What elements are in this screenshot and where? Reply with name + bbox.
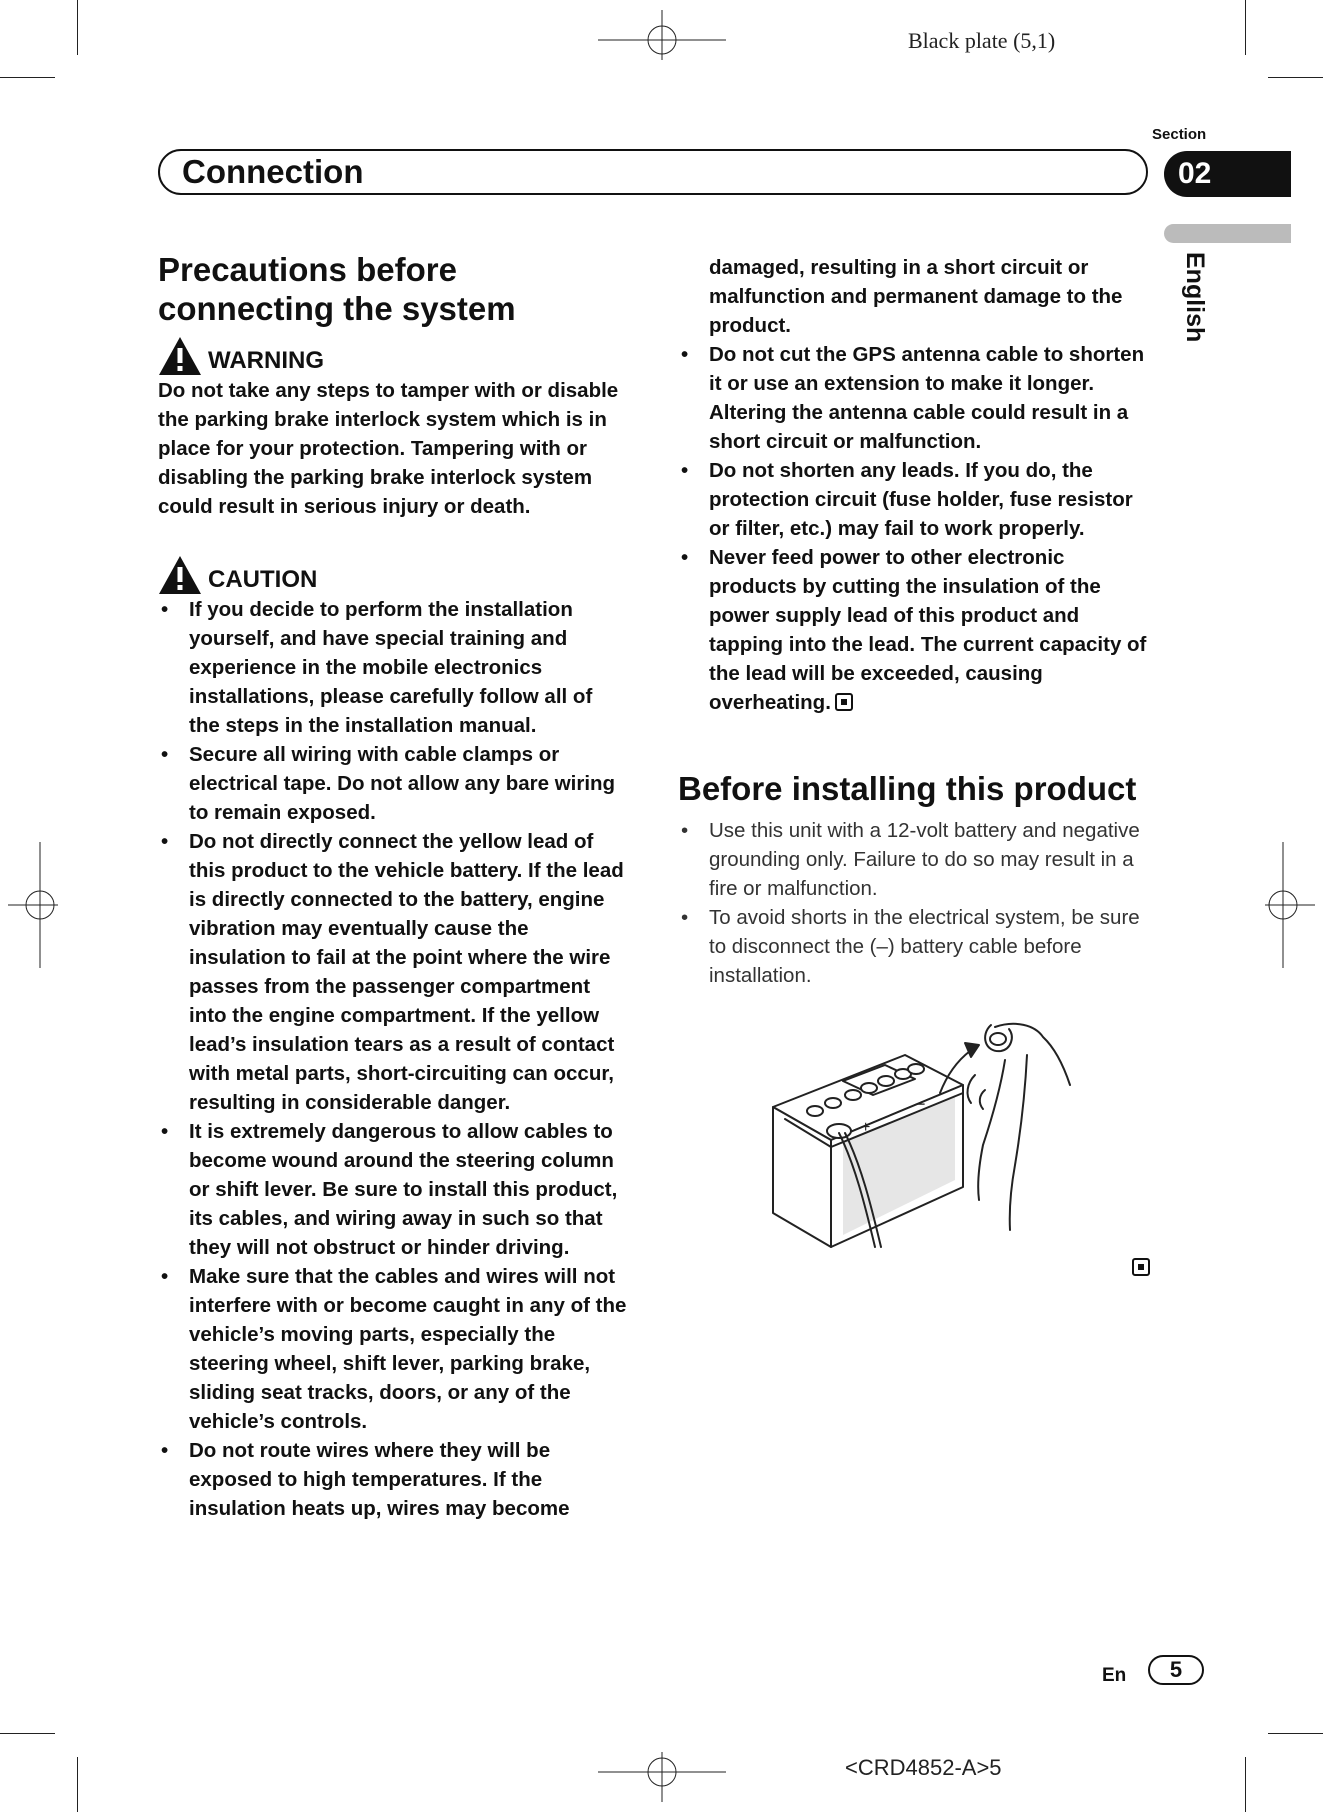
chapter-title: Connection	[158, 149, 1148, 195]
warning-triangle-icon	[158, 555, 202, 595]
language-tab: English	[1181, 252, 1209, 343]
registration-mark-icon	[8, 842, 58, 968]
section-label: Section	[1152, 126, 1207, 143]
caution-list	[158, 595, 628, 1523]
caution-header	[158, 555, 628, 595]
list-item: • Do not shorten any leads. If you do, the protection circuit (fuse holder, fuse resistor or filter, etc.) may fail to work properly.	[678, 456, 1153, 543]
list-item: • Secure all wiring with cable clamps or electrical tape. Do not allow any bare wiring to remain exposed.	[158, 740, 628, 827]
crop-mark	[1268, 77, 1323, 78]
warning-label: WARNING	[208, 347, 324, 374]
registration-mark-icon	[598, 1752, 726, 1802]
list-item: • To avoid shorts in the electrical system, be sure to disconnect the (–) battery cable before installation.	[678, 903, 1153, 990]
section-number-badge: 02	[1164, 151, 1291, 197]
list-item: • Do not directly connect the yellow lead of this product to the vehicle battery. If the lead is directly connected to the battery, engine vibration may eventually cause the insulation to fail at the point where the wire passes from the passenger compartment into the engine compartment. If the yellow lead’s insulation tears as a result of contact with metal parts, short-circuiting can occur, resulting in considerable danger.	[158, 827, 628, 1117]
right-column	[678, 253, 1153, 990]
warning-header	[158, 336, 628, 376]
crop-mark	[77, 0, 78, 55]
registration-mark-icon	[598, 10, 726, 60]
svg-text:−: −	[915, 1094, 926, 1114]
install-list	[678, 816, 1153, 990]
section-heading: Before installing this product	[678, 770, 1137, 807]
list-item: • Make sure that the cables and wires will not interfere with or become caught in any of the vehicle’s moving parts, especially the steering wheel, shift lever, parking brake, sliding seat tracks, doors, or any of the vehicle’s controls.	[158, 1262, 628, 1436]
end-of-section-icon	[1132, 1258, 1150, 1276]
crop-mark	[1245, 1757, 1246, 1812]
page-number: 5	[1148, 1655, 1204, 1685]
continued-text: damaged, resulting in a short circuit or malfunction and permanent damage to the product.	[709, 256, 1123, 337]
crop-mark	[1245, 0, 1246, 55]
caution-list-continued	[678, 340, 1153, 717]
warning-text: Do not take any steps to tamper with or disable the parking brake interlock system which is in place for your protection. Tampering with or disabling the parking brake interlock system could result in serious injury or death.	[158, 379, 619, 518]
crop-mark	[77, 1757, 78, 1812]
section-divider-bar	[1164, 224, 1291, 243]
list-item: • It is extremely dangerous to allow cables to become wound around the steering column or shift lever. Be sure to install this product, its cables, and wiring away in such so that they will not obstruct or hinder driving.	[158, 1117, 628, 1262]
section-heading: Precautions before connecting the system	[158, 251, 516, 327]
crop-mark	[0, 77, 55, 78]
end-of-section-icon	[835, 693, 853, 711]
plate-label: Black plate (5,1)	[908, 28, 1056, 53]
list-item	[678, 543, 1153, 717]
crop-mark	[1268, 1733, 1323, 1734]
caution-label: CAUTION	[208, 566, 318, 593]
battery-disconnect-illustration	[765, 1015, 1095, 1250]
list-item: • Do not route wires where they will be exposed to high temperatures. If the insulation heats up, wires may become	[158, 1436, 628, 1523]
warning-triangle-icon	[158, 336, 202, 376]
list-item-text: Never feed power to other electronic products by cutting the insulation of the power supply lead of this product and tapping into the lead. The current capacity of the lead will be exceeded, causing overheating.	[709, 546, 1147, 714]
list-item: • If you decide to perform the installation yourself, and have special training and experience in the mobile electronics installations, please carefully follow all of the steps in the installation manual.	[158, 595, 628, 740]
language-code: En	[1102, 1665, 1127, 1686]
list-item: • Use this unit with a 12-volt battery and negative grounding only. Failure to do so may result in a fire or malfunction.	[678, 816, 1153, 903]
list-item: • Do not cut the GPS antenna cable to shorten it or use an extension to make it longer. Altering the antenna cable could result in a short circuit or malfunction.	[678, 340, 1153, 456]
svg-text:+: +	[861, 1119, 871, 1136]
document-code: <CRD4852-A>5	[845, 1755, 1002, 1780]
registration-mark-icon	[1265, 842, 1315, 968]
crop-mark	[0, 1733, 55, 1734]
left-column	[158, 250, 628, 1523]
